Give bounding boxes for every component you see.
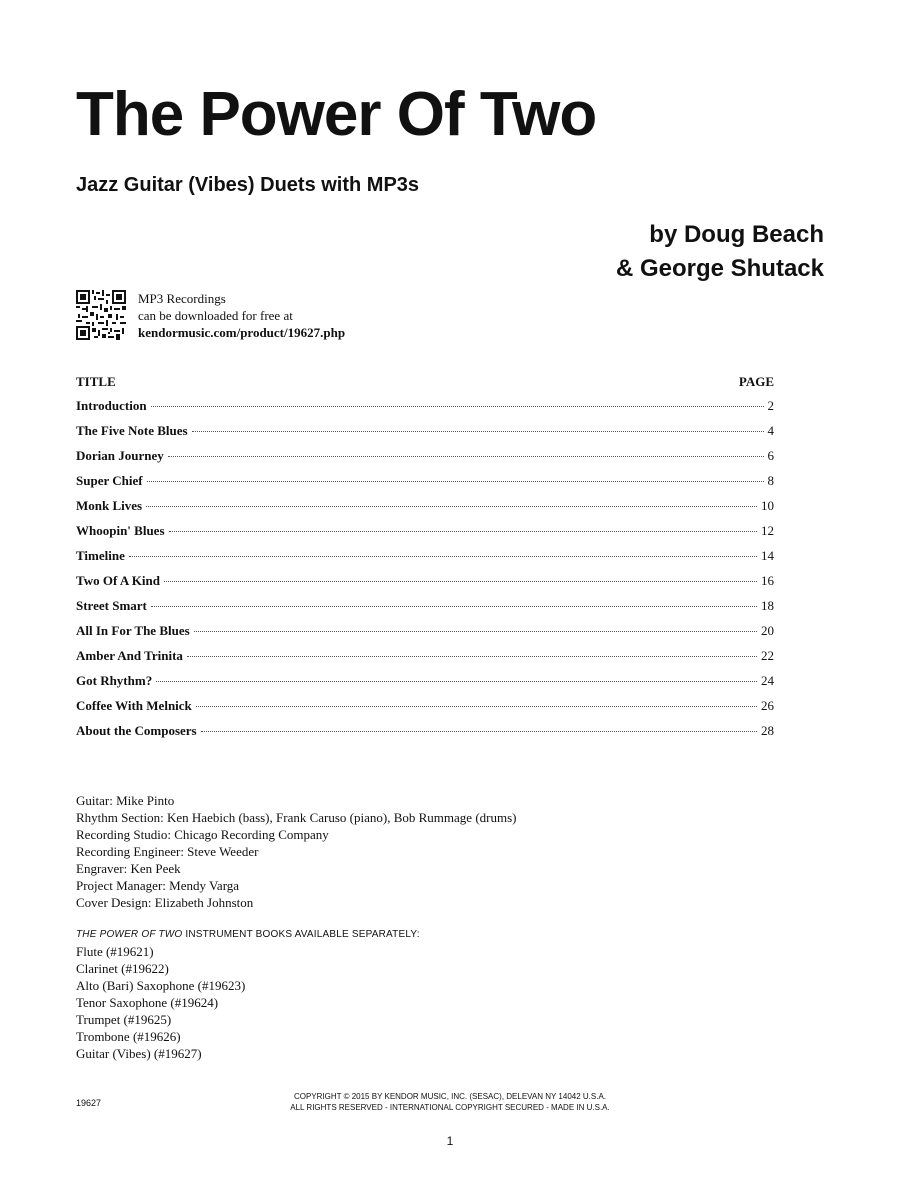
copyright-line: COPYRIGHT © 2015 BY KENDOR MUSIC, INC. (SESAC), DELEVAN NY 14042 U.S.A.: [293, 1092, 607, 1101]
toc-leader-dots: [147, 481, 764, 482]
toc-leader-dots: [196, 706, 757, 707]
toc-leader-dots: [164, 581, 757, 582]
toc-leader-dots: [168, 456, 764, 457]
credit-line: Engraver: Ken Peek: [76, 861, 181, 876]
toc-entry-title: All In For The Blues: [76, 623, 190, 638]
toc-title-header: TITLE: [76, 374, 116, 389]
toc-entry-title: Monk Lives: [76, 498, 143, 513]
toc-leader-dots: [192, 431, 764, 432]
toc-entry-page: 4: [767, 423, 774, 438]
toc-leader-dots: [187, 656, 757, 657]
book-item: Trumpet (#19625): [76, 1012, 172, 1027]
credit-line: Recording Engineer: Steve Weeder: [76, 844, 259, 859]
toc-leader-dots: [201, 731, 757, 732]
toc-entry: [76, 673, 774, 698]
toc-entry: [76, 723, 774, 748]
copyright-line: ALL RIGHTS RESERVED - INTERNATIONAL COPYRIGHT SECURED - MADE IN U.S.A.: [290, 1103, 610, 1112]
toc-entry-page: 16: [761, 573, 774, 588]
books-heading-title: THE POWER OF TWO: [76, 929, 183, 940]
toc-entry-title: Whoopin' Blues: [76, 523, 165, 538]
toc-entry-page: 14: [761, 548, 774, 563]
credit-line: Guitar: Mike Pinto: [76, 793, 175, 808]
toc-leader-dots: [169, 531, 757, 532]
credit-line: Recording Studio: Chicago Recording Company: [76, 827, 329, 842]
toc-entry-title: Amber And Trinita: [76, 648, 183, 663]
toc-entry: [76, 623, 774, 648]
book-item: Clarinet (#19622): [76, 961, 169, 976]
toc-entry-title: About the Composers: [76, 723, 197, 738]
book-item: Trombone (#19626): [76, 1029, 181, 1044]
mp3-line: MP3 Recordings: [138, 291, 226, 306]
toc-entry: [76, 473, 774, 498]
author-line: & George Shutack: [615, 255, 824, 282]
toc-entry-page: 10: [761, 498, 774, 513]
toc-entry-page: 20: [761, 623, 774, 638]
toc-entry: [76, 648, 774, 673]
toc-leader-dots: [146, 506, 757, 507]
book-item: Flute (#19621): [76, 944, 154, 959]
toc-entry-title: The Five Note Blues: [76, 423, 188, 438]
credit-line: Rhythm Section: Ken Haebich (bass), Frank Caruso (piano), Bob Rummage (drums): [76, 810, 517, 825]
toc-entry-title: Super Chief: [76, 473, 143, 488]
mp3-line: can be downloaded for free at: [138, 308, 293, 323]
toc-entry: [76, 423, 774, 448]
toc-leader-dots: [151, 406, 764, 407]
toc-entry: [76, 448, 774, 473]
book-item: Tenor Saxophone (#19624): [76, 995, 219, 1010]
toc-entry-page: 26: [761, 698, 774, 713]
page-subtitle: Jazz Guitar (Vibes) Duets with MP3s: [76, 174, 420, 196]
authors: [616, 218, 824, 286]
page-title: The Power Of Two: [76, 80, 597, 149]
instrument-books: [76, 926, 420, 1062]
toc-entry-page: 2: [767, 398, 774, 413]
toc-entry-page: 24: [761, 673, 774, 688]
author-line: by Doug Beach: [649, 221, 824, 248]
toc-entry: [76, 398, 774, 423]
toc-entry-title: Introduction: [76, 398, 147, 413]
toc-entry: [76, 523, 774, 548]
toc-entry-page: 28: [761, 723, 774, 738]
toc-entry-title: Two Of A Kind: [76, 573, 160, 588]
table-of-contents: [76, 398, 774, 748]
toc-entry-title: Dorian Journey: [76, 448, 164, 463]
toc-entry: [76, 698, 774, 723]
book-item: Alto (Bari) Saxophone (#19623): [76, 978, 246, 993]
credits-list: [76, 792, 516, 911]
toc-entry-title: Street Smart: [76, 598, 147, 613]
catalog-code: 19627: [76, 1098, 102, 1108]
toc-leader-dots: [194, 631, 757, 632]
credit-line: Cover Design: Elizabeth Johnston: [76, 895, 254, 910]
toc-entry-page: 18: [761, 598, 774, 613]
toc-header: [76, 374, 774, 390]
toc-entry-title: Timeline: [76, 548, 125, 563]
books-heading-text: INSTRUMENT BOOKS AVAILABLE SEPARATELY:: [182, 929, 420, 940]
page-number: 1: [446, 1134, 454, 1148]
book-item: Guitar (Vibes) (#19627): [76, 1046, 202, 1061]
books-heading: [76, 926, 420, 943]
mp3-notice: [138, 290, 345, 341]
toc-leader-dots: [129, 556, 757, 557]
toc-leader-dots: [156, 681, 757, 682]
qr-code-icon: [76, 290, 126, 340]
copyright-notice: [200, 1091, 700, 1113]
credit-line: Project Manager: Mendy Varga: [76, 878, 240, 893]
toc-entry-title: Coffee With Melnick: [76, 698, 192, 713]
toc-entry-page: 12: [761, 523, 774, 538]
toc-entry: [76, 498, 774, 523]
toc-page-header: PAGE: [738, 374, 774, 389]
books-list: [76, 943, 420, 1062]
toc-leader-dots: [151, 606, 757, 607]
toc-entry: [76, 573, 774, 598]
toc-entry-page: 8: [767, 473, 774, 488]
toc-entry: [76, 548, 774, 573]
toc-entry-page: 6: [767, 448, 774, 463]
toc-entry-page: 22: [761, 648, 774, 663]
mp3-url-link[interactable]: kendormusic.com/product/19627.php: [138, 325, 346, 340]
toc-entry-title: Got Rhythm?: [76, 673, 153, 688]
toc-entry: [76, 598, 774, 623]
